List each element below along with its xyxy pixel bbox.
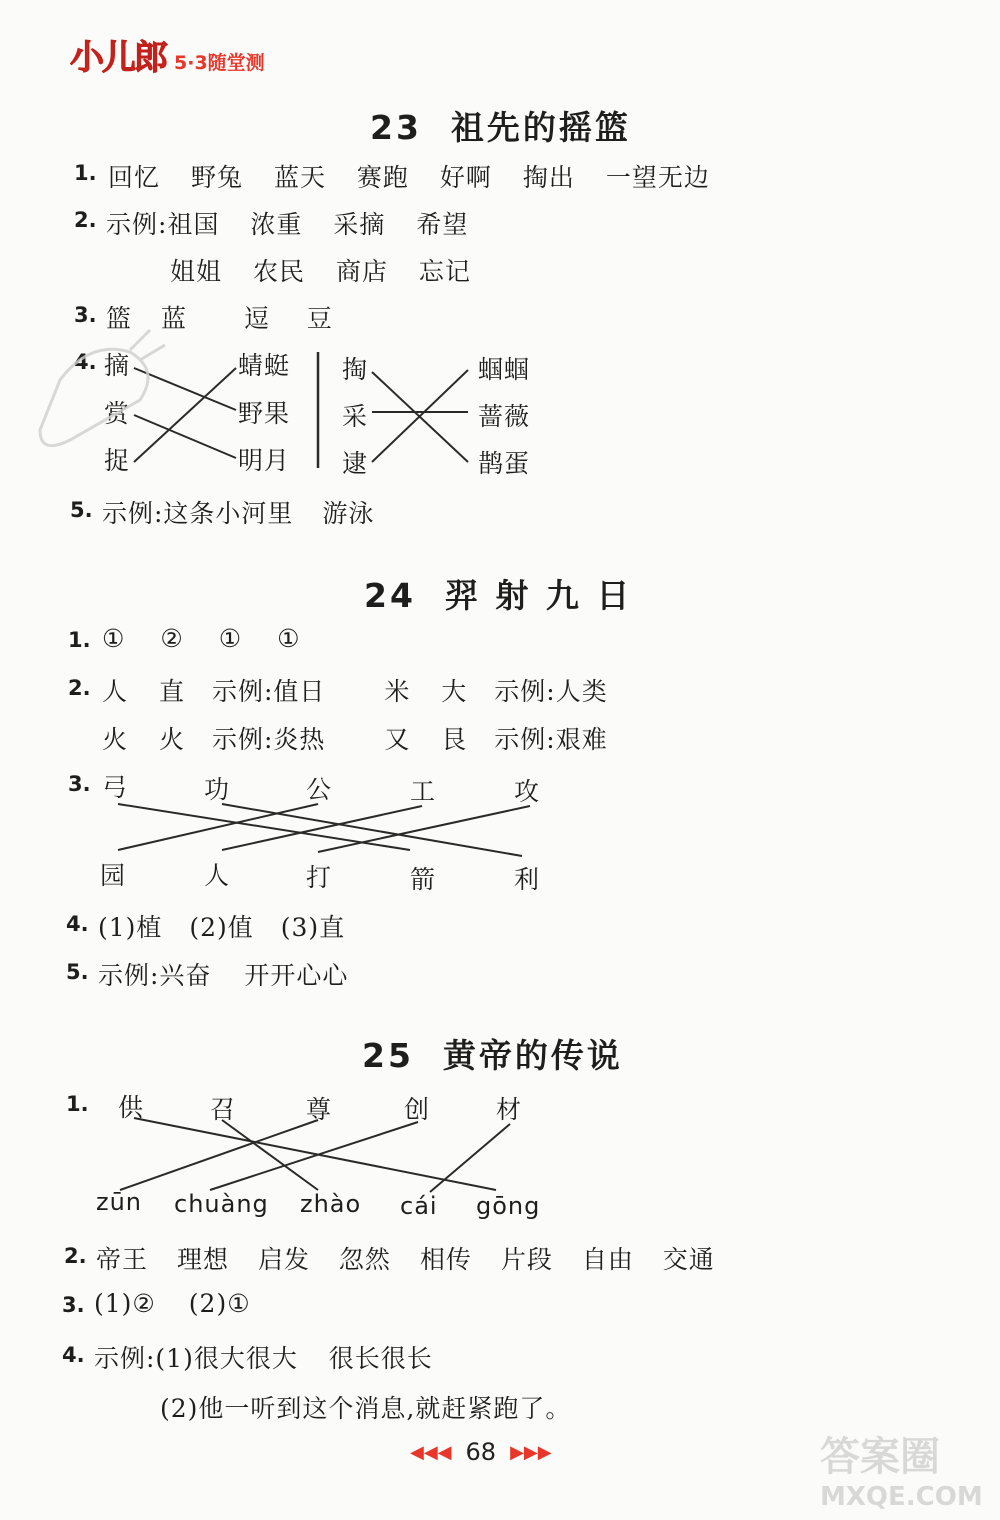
match-top: 攻	[514, 777, 541, 806]
match-left: 掏	[342, 355, 369, 384]
match-left: 逮	[342, 449, 369, 478]
answer-char: 火	[102, 725, 129, 754]
answer-word: 赛跑	[356, 163, 409, 192]
pinyin: gōng	[476, 1192, 541, 1220]
answer-word: 启发	[257, 1245, 310, 1274]
match-top: 公	[306, 775, 333, 804]
watermark	[820, 1425, 995, 1515]
answer-text: 示例:(1)很大很大	[94, 1344, 298, 1373]
answer-choice: ①	[218, 624, 243, 653]
answer-char: 火	[158, 725, 185, 754]
answer-choice: ①	[277, 624, 301, 653]
answer-word: 忽然	[338, 1245, 391, 1274]
answer-word: 蓝天	[273, 163, 326, 192]
answer-word: 忘记	[418, 257, 471, 286]
match-top: 功	[204, 775, 231, 804]
answer-word: 商店	[335, 257, 388, 286]
l24-q3-number: 3.	[68, 772, 91, 796]
answer-word: 浓重	[250, 210, 303, 239]
match-left: 捉	[104, 446, 131, 475]
answer-choice: ①	[102, 624, 126, 653]
lesson-24-number: 24	[364, 576, 416, 615]
l24-q5-number: 5.	[66, 960, 89, 984]
answer-text: (2)①	[188, 1289, 251, 1318]
answer-word: 希望	[416, 210, 469, 239]
match-top: 工	[410, 777, 437, 806]
pinyin: zūn	[96, 1188, 143, 1216]
match-line	[134, 368, 236, 410]
next-arrows-icon: ▶▶▶	[510, 1442, 552, 1463]
pinyin: chuàng	[174, 1190, 269, 1218]
lesson-23-name: 祖先的摇篮	[450, 108, 631, 147]
answer-char: 逗	[243, 304, 270, 333]
l23-q4-number: 4.	[74, 350, 97, 374]
match-line	[134, 368, 236, 462]
lesson-25-name: 黄帝的传说	[442, 1036, 623, 1075]
l25-q4-number: 4.	[62, 1343, 85, 1367]
answer-word: 相传	[419, 1245, 472, 1274]
answer-word: 交通	[662, 1245, 715, 1274]
l25-q1-number: 1.	[66, 1092, 89, 1116]
answer-word: 理想	[176, 1245, 229, 1274]
answer-text: (3)直	[280, 913, 346, 942]
answer-text: 示例:人类	[494, 677, 608, 706]
answer-char: 大	[441, 677, 468, 706]
match-right: 蜻蜓	[238, 351, 291, 380]
page-number: 68	[465, 1438, 497, 1466]
lesson-25-number: 25	[362, 1036, 414, 1075]
l23-q1-number: 1.	[74, 161, 97, 185]
match-line	[222, 806, 422, 850]
answer-text: 开开心心	[244, 961, 349, 990]
answer-char: 米	[384, 677, 411, 706]
watermark-url: MXQE.COM	[820, 1482, 983, 1512]
answer-char: 又	[384, 725, 411, 754]
match-top: 弓	[102, 773, 129, 802]
answer-char: 豆	[306, 304, 333, 333]
answer-text: (2)值	[189, 913, 254, 942]
answer-text: 很长很长	[328, 1344, 433, 1373]
carrot-doodle-icon	[40, 330, 165, 446]
answer-text: 示例:这条小河里	[102, 499, 294, 528]
answer-text: 游泳	[322, 499, 375, 528]
example-prefix: 示例:	[106, 210, 168, 239]
match-line	[134, 415, 236, 458]
match-right: 蝈蝈	[478, 355, 531, 384]
answer-char: 人	[102, 677, 129, 706]
match-top: 创	[404, 1095, 431, 1124]
match-line	[120, 1120, 318, 1190]
answer-word: 采摘	[333, 210, 386, 239]
match-top: 召	[210, 1095, 237, 1124]
match-right: 明月	[238, 446, 291, 475]
answer-text: 示例:兴奋	[98, 961, 212, 990]
answer-word: 农民	[252, 257, 305, 286]
answer-char: 艮	[441, 725, 468, 754]
match-left: 摘	[104, 351, 131, 380]
pinyin: cái	[400, 1192, 438, 1220]
answer-choice: ②	[160, 624, 184, 653]
match-top: 供	[118, 1093, 145, 1122]
answer-word: 好啊	[439, 163, 492, 192]
match-bottom: 箭	[410, 865, 437, 894]
brand-name: 小儿郎	[70, 38, 166, 78]
match-line	[222, 1120, 318, 1190]
answer-text: (1)②	[94, 1289, 156, 1318]
l23-q2-number: 2.	[74, 208, 97, 232]
prev-arrows-icon: ◀◀◀	[410, 1442, 452, 1463]
pinyin: zhào	[300, 1190, 362, 1218]
l25-q4-line2: (2)他一听到这个消息,就赶紧跑了。	[160, 1394, 572, 1423]
page-footer	[410, 1438, 552, 1466]
l23-q5-number: 5.	[70, 498, 93, 522]
match-top: 材	[496, 1095, 523, 1124]
answer-word: 回忆	[108, 163, 161, 192]
l25-q2-number: 2.	[64, 1244, 87, 1268]
match-line	[134, 1118, 496, 1190]
match-bottom: 园	[100, 861, 127, 890]
match-line	[210, 1122, 418, 1190]
answer-word: 野兔	[190, 163, 243, 192]
match-line	[430, 1124, 510, 1192]
answer-word: 姐姐	[170, 257, 223, 286]
answer-char: 直	[158, 677, 185, 706]
l24-q4-number: 4.	[66, 912, 89, 936]
l24-q1-number: 1.	[68, 628, 91, 652]
answer-char: 蓝	[160, 304, 187, 333]
answer-word: 一望无边	[605, 163, 710, 192]
match-right: 蔷薇	[478, 402, 531, 431]
match-line	[118, 804, 318, 850]
match-bottom: 利	[514, 865, 541, 894]
answer-word: 自由	[581, 1245, 634, 1274]
l25-q3-number: 3.	[62, 1293, 85, 1317]
answer-text: 示例:艰难	[494, 725, 608, 754]
answer-word: 掏出	[522, 163, 575, 192]
match-line	[318, 806, 530, 852]
lesson-24-name: 羿 射 九 日	[444, 576, 633, 615]
lesson-23-number: 23	[370, 108, 422, 147]
match-bottom: 人	[204, 861, 231, 890]
match-top: 尊	[306, 1095, 333, 1124]
match-right: 鹊蛋	[478, 449, 531, 478]
match-bottom: 打	[306, 863, 333, 892]
l23-q3-number: 3.	[74, 303, 97, 327]
answer-text: 示例:炎热	[211, 725, 326, 754]
answer-word: 祖国	[167, 210, 220, 239]
l24-q2-number: 2.	[68, 676, 91, 700]
answer-word: 片段	[500, 1245, 553, 1274]
match-left: 采	[342, 402, 369, 431]
answer-text: (1)植	[98, 913, 163, 942]
answer-word: 帝王	[96, 1245, 149, 1274]
brand-series: 5·3随堂测	[174, 52, 265, 74]
answer-text: 示例:值日	[211, 677, 326, 706]
answer-char: 篮	[106, 304, 133, 333]
watermark-logo: 答案圈	[820, 1434, 940, 1480]
match-right: 野果	[238, 399, 291, 428]
match-line	[222, 804, 522, 856]
match-left: 赏	[104, 399, 131, 428]
